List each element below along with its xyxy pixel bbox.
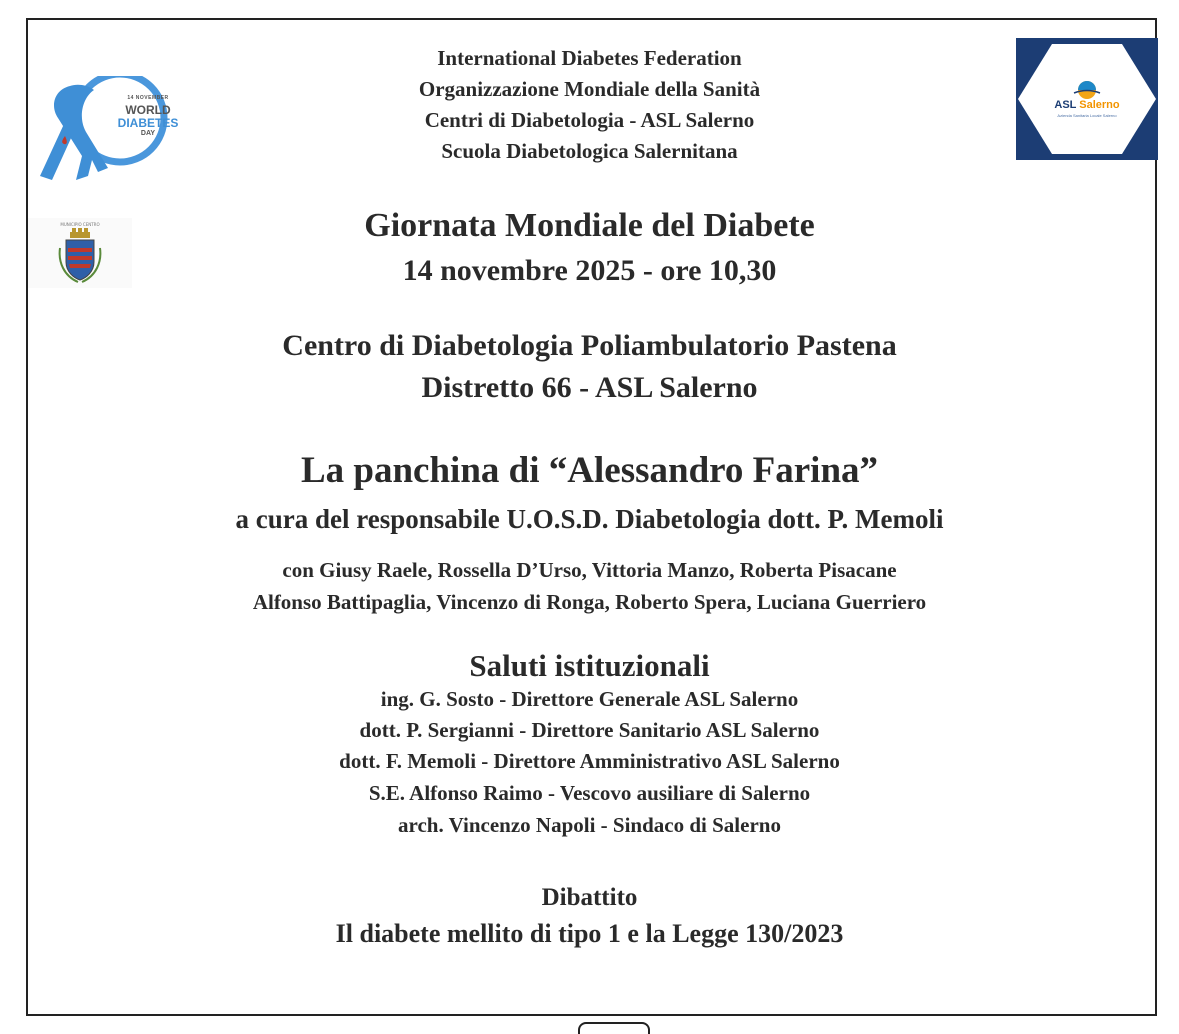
greeting-item: S.E. Alfonso Raimo - Vescovo ausiliare di Salerno — [368, 781, 811, 805]
wdd-diabetes: DIABETES — [117, 116, 179, 130]
asl-logo-name-b: Salerno — [1079, 99, 1120, 111]
asl-logo-subtitle: Azienda Sanitaria Locale Salerno — [1057, 113, 1117, 118]
wdd-day: DAY — [140, 130, 156, 137]
crest-caption: MUNICIPIO CENTRO — [60, 222, 100, 227]
event-name: Giornata Mondiale del Diabete — [364, 207, 815, 244]
venue-line-2: Distretto 66 - ASL Salerno — [421, 371, 758, 404]
greetings-heading: Saluti istituzionali — [469, 648, 710, 683]
page-tab-handle — [578, 1022, 650, 1034]
initiative-curator: a cura del responsabile U.O.S.D. Diabetologia dott. P. Memoli — [235, 504, 944, 534]
collaborators-line-2: Alfonso Battipaglia, Vincenzo di Ronga, Roberto Spera, Luciana Guerriero — [252, 590, 927, 614]
greeting-item: arch. Vincenzo Napoli - Sindaco di Salerno — [398, 813, 781, 837]
collaborators-line-1: con Giusy Raele, Rossella D’Urso, Vittoria Manzo, Roberta Pisacane — [282, 558, 897, 582]
organizer-line: International Diabetes Federation — [437, 46, 742, 70]
debate-heading: Dibattito — [541, 884, 638, 911]
wdd-date: 14 NOVEMBER — [127, 95, 169, 101]
debate-topic: Il diabete mellito di tipo 1 e la Legge 130/2023 — [335, 919, 844, 948]
initiative-title: La panchina di “Alessandro Farina” — [300, 450, 879, 491]
organizer-line: Scuola Diabetologica Salernitana — [441, 139, 738, 163]
greeting-item: dott. P. Sergianni - Direttore Sanitario ASL Salerno — [359, 718, 820, 742]
asl-logo-name-a: ASL — [1054, 99, 1077, 111]
event-date: 14 novembre 2025 - ore 10,30 — [402, 254, 777, 287]
organizer-line: Organizzazione Mondiale della Sanità — [418, 77, 761, 101]
greeting-item: dott. F. Memoli - Direttore Amministrativo ASL Salerno — [339, 749, 840, 773]
venue-line-1: Centro di Diabetologia Poliambulatorio Pastena — [282, 329, 897, 362]
wdd-world: WORLD — [125, 103, 171, 117]
greeting-item: ing. G. Sosto - Direttore Generale ASL Salerno — [380, 687, 799, 711]
organizer-line: Centri di Diabetologia - ASL Salerno — [424, 108, 755, 132]
